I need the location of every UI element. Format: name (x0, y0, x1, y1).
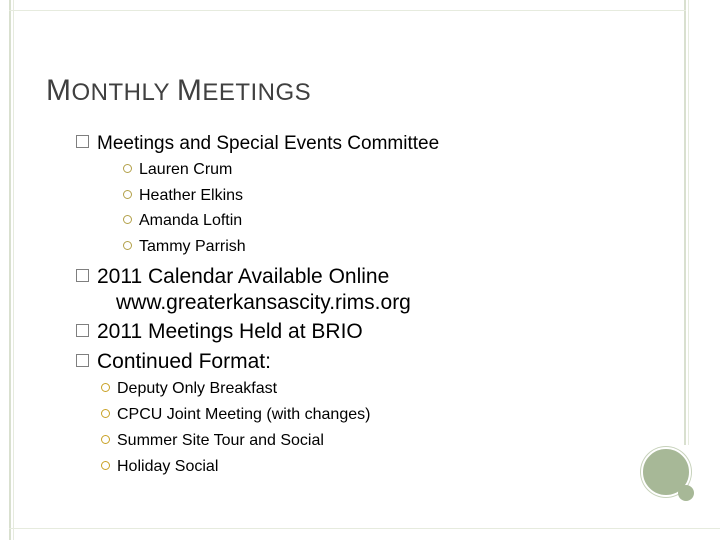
bullet-calendar (76, 265, 389, 289)
list-item (101, 458, 218, 476)
format-item: Summer Site Tour and Social (117, 432, 324, 449)
decorative-circle-small (678, 485, 694, 501)
list-item (123, 161, 232, 179)
member-name: Amanda Loftin (139, 212, 243, 229)
ring-bullet-icon (101, 409, 110, 418)
list-item (101, 432, 324, 450)
list-item (123, 212, 242, 230)
calendar-url-text: www.greaterkansascity.rims.org (116, 291, 411, 314)
frame-line-top (9, 10, 686, 11)
member-name: Tammy Parrish (139, 238, 246, 255)
frame-line-left (9, 0, 11, 540)
frame-line-left-inner (13, 0, 14, 540)
list-item (101, 380, 277, 398)
bullet-continued-format (76, 350, 271, 374)
continued-format-text: Continued Format: (97, 350, 271, 373)
format-item: CPCU Joint Meeting (with changes) (117, 406, 371, 423)
ring-bullet-icon (123, 164, 132, 173)
ring-bullet-icon (123, 215, 132, 224)
checkbox-bullet-icon (76, 354, 89, 367)
title-rest-2: EETINGS (202, 79, 312, 106)
checkbox-bullet-icon (76, 324, 89, 337)
checkbox-bullet-icon (76, 135, 89, 148)
list-item (101, 406, 370, 424)
calendar-url (116, 291, 411, 315)
format-item: Deputy Only Breakfast (117, 380, 278, 397)
slide-title (46, 74, 311, 108)
title-initial-1: M (46, 74, 72, 107)
calendar-text: 2011 Calendar Available Online (97, 265, 390, 288)
format-item: Holiday Social (117, 458, 219, 475)
list-item (123, 187, 243, 205)
member-name: Heather Elkins (139, 187, 244, 204)
bullet-meetings-held (76, 320, 363, 344)
checkbox-bullet-icon (76, 269, 89, 282)
frame-line-bottom (9, 528, 720, 529)
meetings-held-text: 2011 Meetings Held at BRIO (97, 320, 363, 343)
list-item (123, 238, 246, 256)
ring-bullet-icon (101, 435, 110, 444)
ring-bullet-icon (101, 461, 110, 470)
frame-line-right (684, 0, 686, 445)
bullet-committee (76, 133, 439, 155)
ring-bullet-icon (101, 383, 110, 392)
committee-heading: Meetings and Special Events Committee (97, 133, 440, 154)
title-initial-2: M (176, 74, 203, 107)
member-name: Lauren Crum (139, 161, 233, 178)
ring-bullet-icon (123, 241, 132, 250)
frame-line-right-inner (688, 0, 689, 445)
title-rest-1: ONTHLY (71, 79, 177, 106)
ring-bullet-icon (123, 190, 132, 199)
